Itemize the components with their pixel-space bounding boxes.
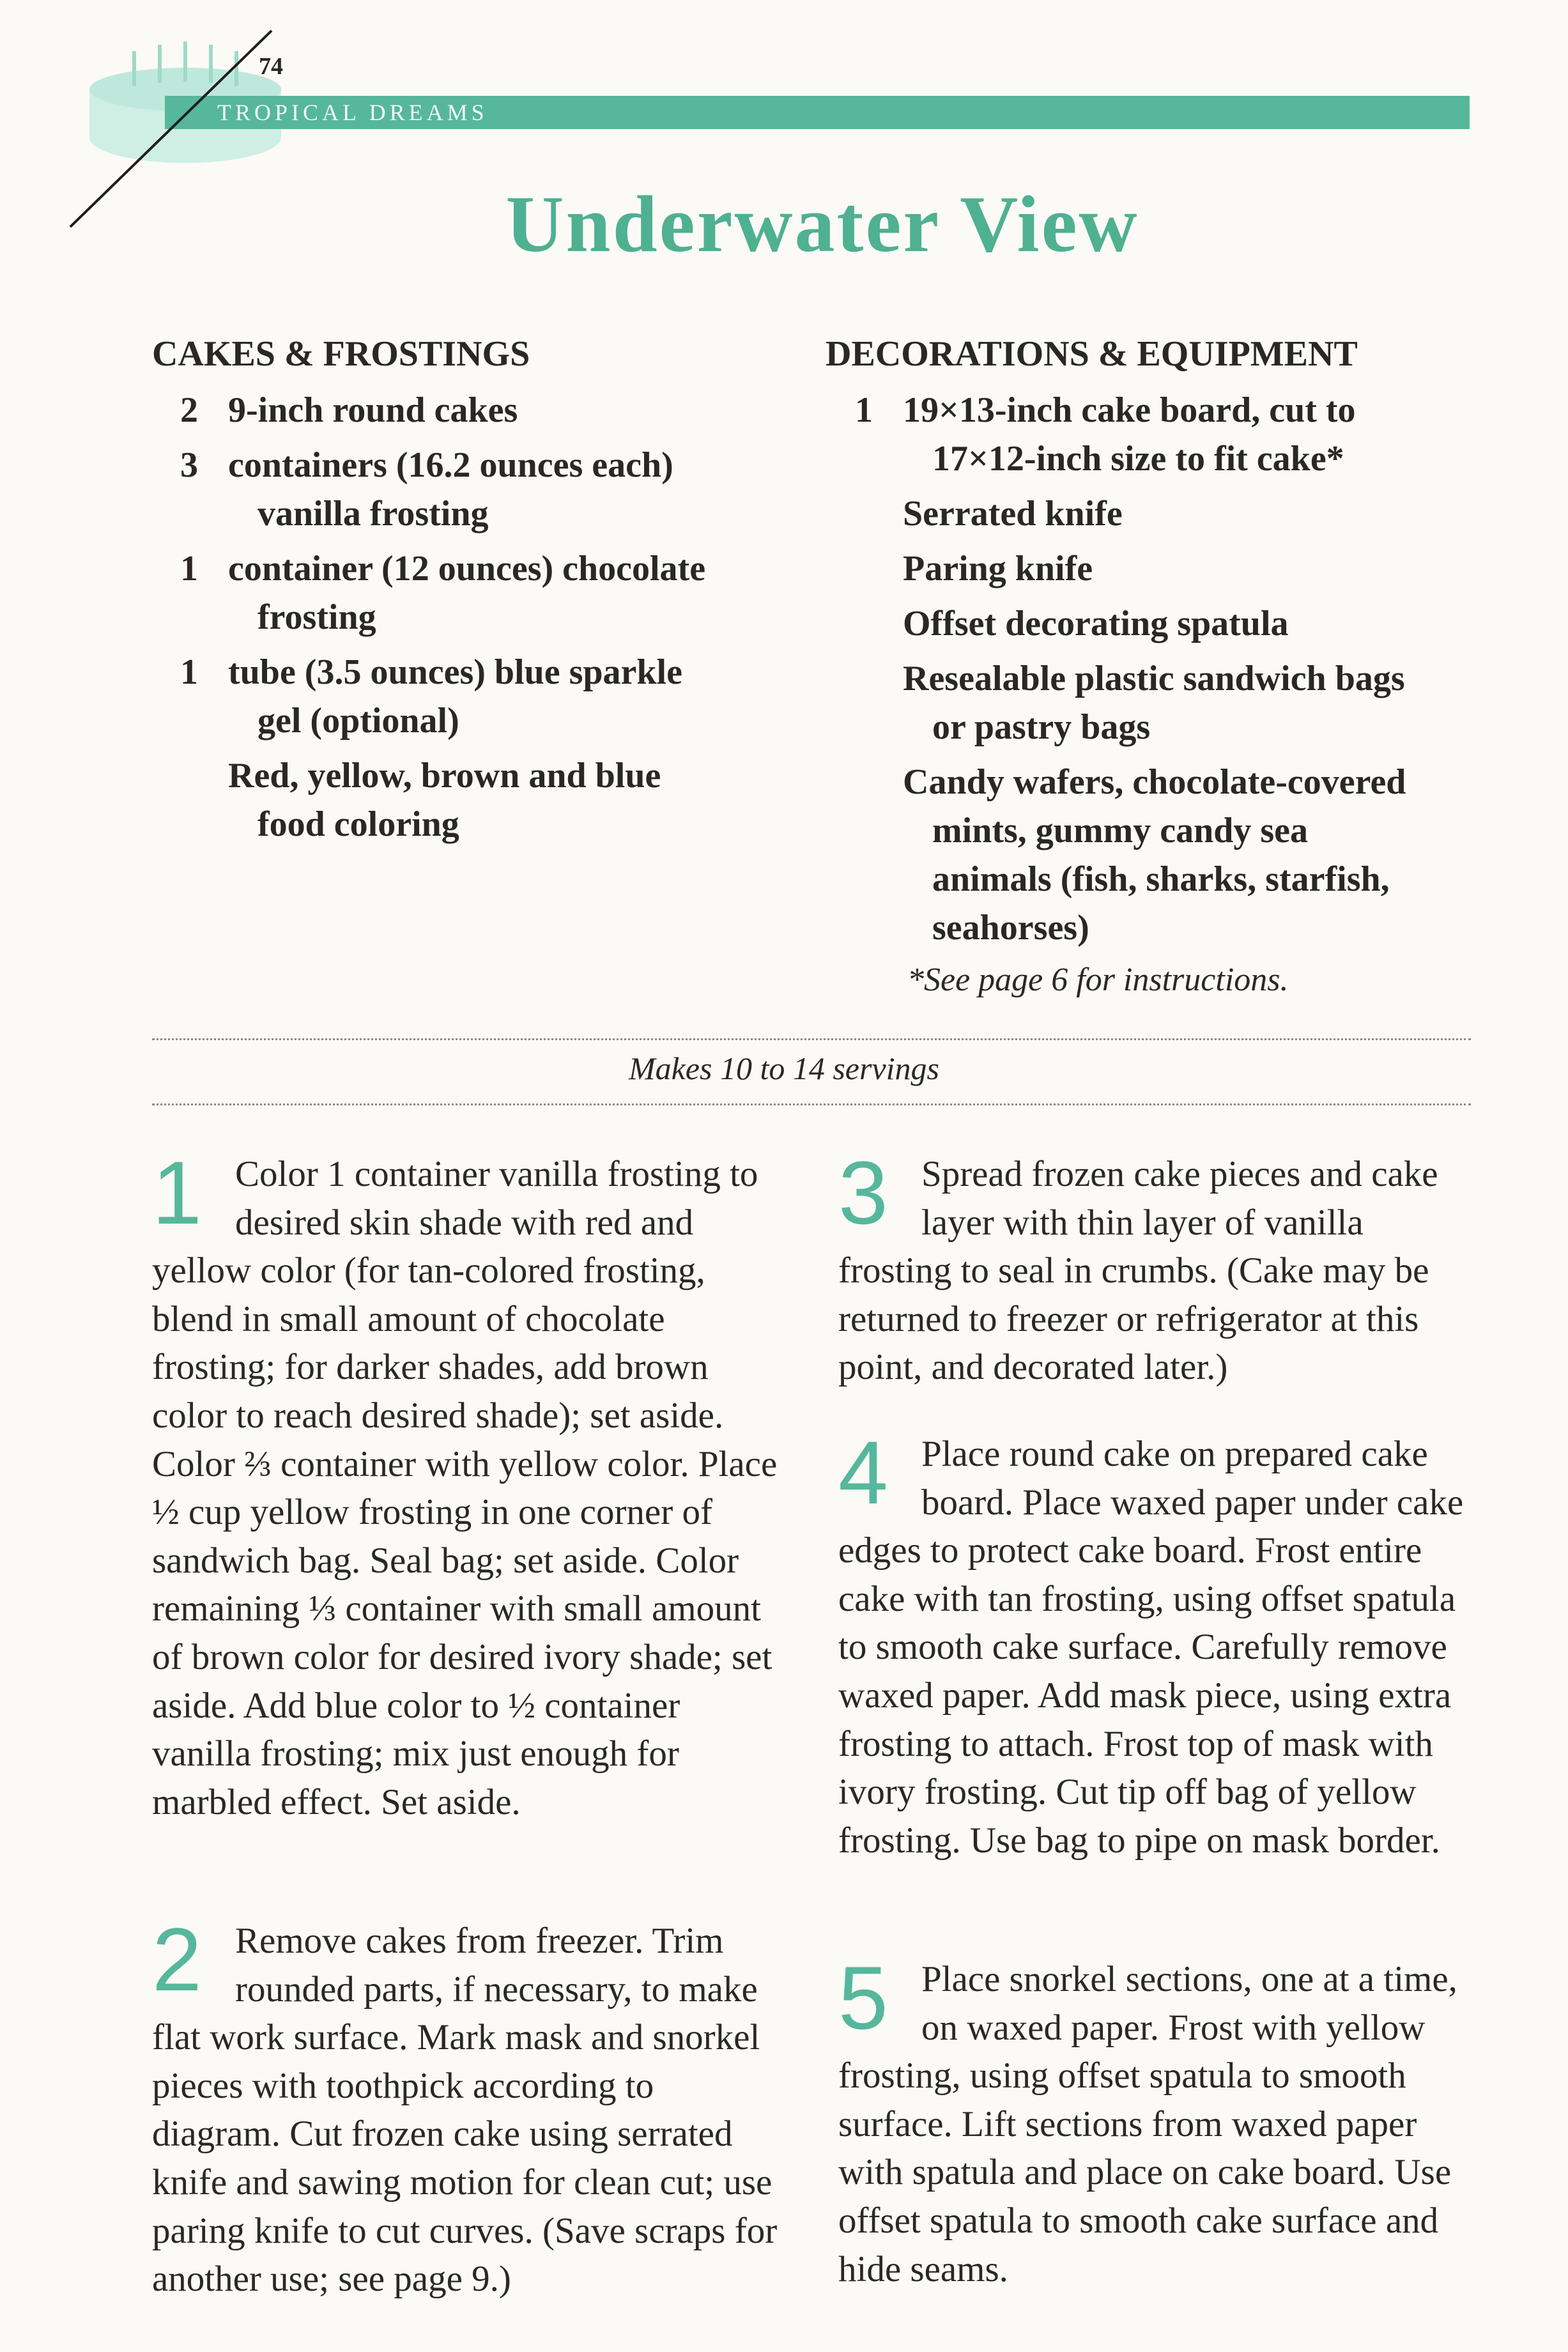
step-2	[152, 1909, 785, 2303]
step-line: Cut tip off bag of yellow frosting. Use	[838, 1772, 1417, 1861]
step-line: effect. Set aside.	[281, 1781, 521, 1822]
step-number: 2	[152, 1909, 202, 2010]
step-line: page 9.)	[394, 2259, 511, 2300]
step-line: chocolate frosting; for darker shades,	[152, 1298, 665, 1388]
step-line: with yellow color. Place ½ cup yellow	[152, 1443, 778, 1533]
servings: Makes 10 to 14 servings	[628, 1050, 940, 1086]
step-line: board. Place waxed paper under	[921, 1482, 1388, 1523]
equipment-line: Candy wafers, chocolate-covered	[903, 762, 1406, 802]
step-number: 1	[152, 1142, 202, 1243]
step-line: and yellow color (for tan-colored	[152, 1202, 694, 1291]
equipment-line: mints, gummy candy sea	[932, 811, 1309, 850]
section-label: TROPICAL DREAMS	[217, 100, 488, 125]
ingredient-qty: 2	[180, 390, 198, 430]
ingredient-item	[180, 544, 705, 642]
ingredient-line: food coloring	[257, 804, 459, 844]
step-line: Add blue color to ½ container vanilla	[152, 1685, 680, 1774]
step-line: Color 1 container vanilla frosting	[235, 1154, 721, 1194]
step-5	[838, 1948, 1471, 2293]
ingredient-line: gel (optional)	[257, 701, 459, 741]
step-line: Remove cakes from freezer. Trim	[235, 1921, 724, 1961]
equipment-line: Resealable plastic sandwich bags	[903, 659, 1405, 698]
step-line: make flat work surface. Mark mask	[152, 1969, 758, 2058]
step-line: curves. (Save scraps for another use; see	[152, 2210, 778, 2300]
step-line: Place snorkel sections, one at a	[921, 1959, 1375, 1999]
divider-top	[152, 1038, 1471, 1040]
step-line: to desired skin shade with red	[235, 1154, 758, 1243]
step-line: time, on waxed paper. Frost with	[921, 1959, 1457, 2048]
step-line: Place round cake on prepared cake	[921, 1434, 1428, 1474]
ingredients-heading: CAKES & FROSTINGS	[152, 334, 530, 374]
step-line: Frost top of mask with ivory frosting.	[838, 1723, 1433, 1813]
equipment-line: Serrated knife	[903, 494, 1123, 534]
step-line: bag to pipe on mask border.	[1035, 1820, 1440, 1861]
section-band	[165, 96, 1470, 129]
step-line: yellow frosting, using offset spatula	[838, 2007, 1426, 2096]
step-line: frosting to seal in crumbs. (Cake may	[838, 1250, 1386, 1291]
ingredient-qty: 3	[180, 445, 198, 485]
ingredient-qty: 1	[180, 549, 198, 588]
equipment-line: Offset decorating spatula	[903, 604, 1289, 643]
equipment-item	[903, 599, 1289, 648]
divider-bottom	[152, 1103, 1471, 1105]
footnote: *See page 6 for instructions.	[907, 962, 1289, 998]
step-3	[838, 1142, 1471, 1392]
step-1	[152, 1142, 785, 1826]
step-line: layer with thin layer of vanilla	[921, 1202, 1364, 1243]
step-line: smooth cake surface and hide seams.	[838, 2200, 1439, 2289]
step-line: to smooth surface. Lift sections from	[838, 2056, 1406, 2144]
equipment-item	[903, 489, 1123, 538]
ingredient-line: Red, yellow, brown and blue	[228, 756, 661, 796]
step-line: on cake board. Use offset spatula to	[838, 2152, 1452, 2241]
step-line: entire cake with tan frosting, using	[838, 1530, 1422, 1619]
step-line: according to diagram. Cut frozen cake	[152, 2065, 654, 2155]
step-line: frosting, blend in small amount of	[152, 1250, 705, 1339]
equipment-line: seahorses)	[932, 908, 1089, 948]
equipment-item	[903, 544, 1093, 593]
ingredient-item	[180, 386, 518, 434]
step-line: container with small amount of brown	[152, 1588, 761, 1677]
ingredient-line: containers (16.2 ounces each)	[228, 445, 673, 485]
step-line: rounded parts, if necessary, to	[235, 1969, 670, 2010]
step-line: be returned to freezer or refrigerator at	[838, 1250, 1429, 1339]
step-line: using serrated knife and sawing motion	[152, 2114, 733, 2202]
equipment-line: 19×13-inch cake board, cut to	[903, 390, 1356, 430]
ingredient-line: frosting	[257, 597, 376, 637]
step-4	[838, 1422, 1471, 1864]
step-number: 5	[838, 1948, 888, 2048]
ingredient-qty: 1	[180, 652, 198, 692]
step-line: Seal bag; set aside. Color remaining ⅓	[152, 1540, 739, 1629]
step-line: frosting; mix just enough for marbled	[152, 1733, 679, 1822]
ingredient-item	[180, 441, 673, 538]
step-line: cake edges to protect cake board. Frost	[838, 1482, 1464, 1571]
equipment-line: 17×12-inch size to fit cake*	[932, 439, 1344, 479]
step-line: mask piece, using extra frosting to attach.	[838, 1675, 1452, 1764]
ingredient-item	[228, 751, 661, 849]
ingredient-line: 9-inch round cakes	[228, 390, 518, 430]
step-line: for clean cut; use paring knife to cut	[152, 2162, 772, 2251]
equipment-line: animals (fish, sharks, starfish,	[932, 859, 1390, 899]
step-line: color for desired ivory shade; set aside.	[152, 1636, 772, 1726]
equipment-line: or pastry bags	[932, 707, 1151, 747]
step-number: 4	[838, 1422, 888, 1523]
equipment-item	[903, 654, 1405, 751]
equipment-item	[903, 758, 1406, 952]
step-line: shade); set aside. Color ⅔ container	[152, 1395, 724, 1484]
step-line: this point, and decorated later.)	[838, 1298, 1419, 1388]
step-line: Spread frozen cake pieces and cake	[921, 1154, 1438, 1194]
step-line: offset spatula to smooth cake surface.	[838, 1578, 1456, 1668]
step-line: Carefully remove waxed paper. Add	[838, 1627, 1447, 1716]
ingredient-item	[180, 648, 682, 745]
equipment-item	[855, 386, 1356, 483]
ingredient-line: container (12 ounces) chocolate	[228, 549, 706, 588]
page-number: 74	[259, 53, 283, 80]
equipment-line: Paring knife	[903, 549, 1093, 588]
equipment-qty: 1	[855, 390, 873, 430]
page-title: Underwater View	[505, 180, 1139, 269]
step-line: add brown color to reach desired	[152, 1347, 709, 1436]
step-number: 3	[838, 1142, 888, 1243]
ingredient-line: vanilla frosting	[257, 494, 489, 534]
ingredient-line: tube (3.5 ounces) blue sparkle	[228, 652, 682, 692]
step-line: frosting in one corner of sandwich bag.	[152, 1492, 712, 1581]
equipment-heading: DECORATIONS & EQUIPMENT	[826, 334, 1358, 374]
step-line: and snorkel pieces with toothpick	[152, 2017, 760, 2106]
step-line: waxed paper with spatula and place	[838, 2103, 1417, 2193]
